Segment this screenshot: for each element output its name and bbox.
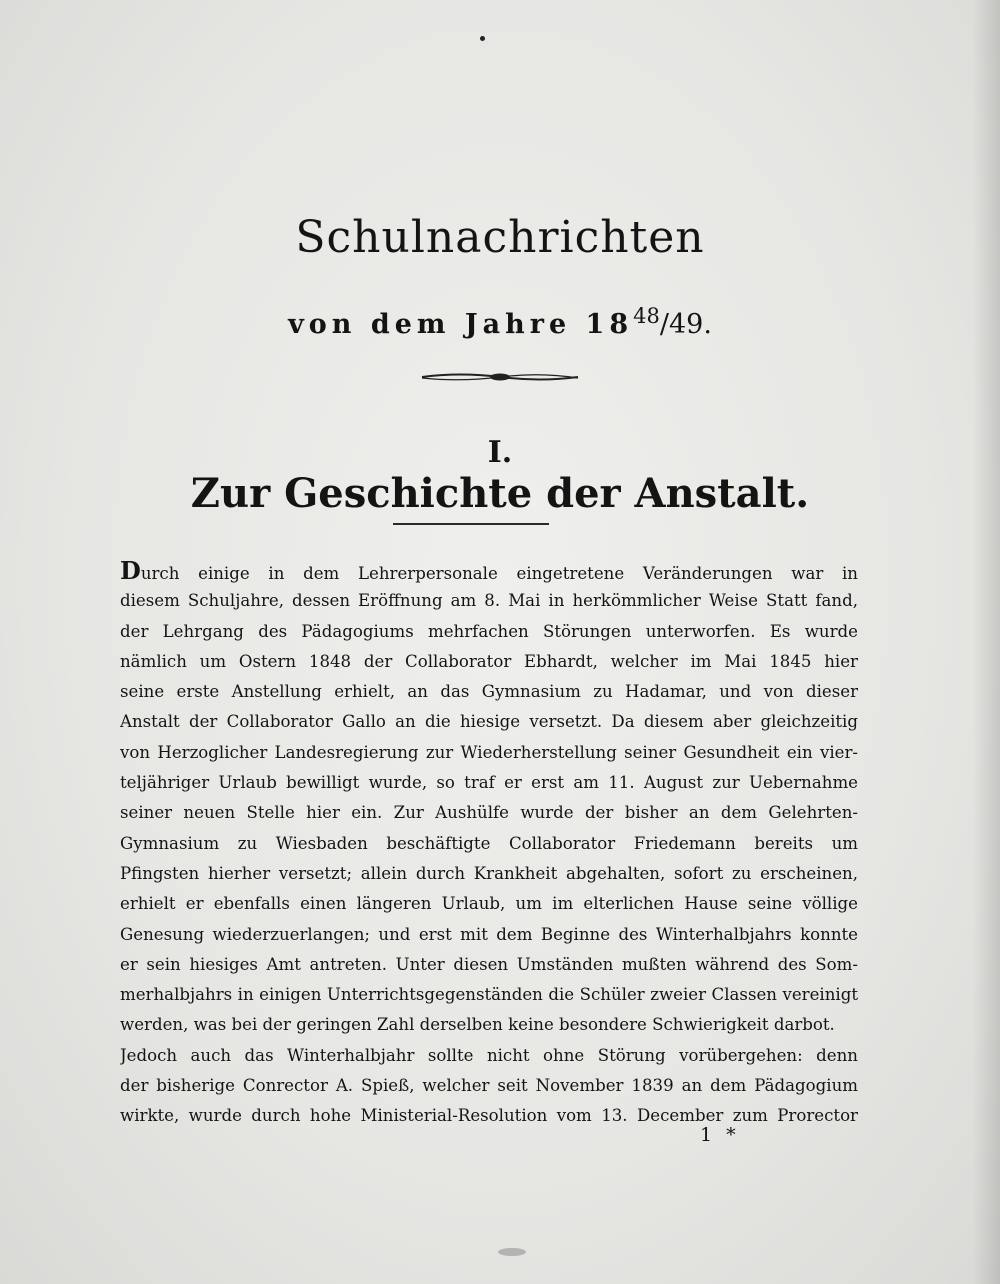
text-line: Genesung wiederzuerlangen; und erst mit dem Beginne des Winterhalbjahrs konnte bbox=[120, 924, 858, 944]
text-line: Anstalt der Collaborator Gallo an die hiesige versetzt. Da diesem aber gleichzeitig bbox=[120, 712, 858, 732]
text-line: der Lehrgang des Pädagogiums mehrfachen Störungen unterworfen. Es wurde bbox=[120, 621, 858, 641]
section-rule bbox=[393, 523, 549, 525]
text-line: Jedoch auch das Winterhalbjahr sollte nicht ohne Störung vorübergehen: denn bbox=[120, 1045, 858, 1065]
subtitle-superscript: 48 bbox=[633, 304, 660, 328]
body-paragraph bbox=[120, 556, 858, 1132]
text-line: nämlich um Ostern 1848 der Collaborator Ebhardt, welcher im Mai 1845 hier bbox=[120, 651, 858, 671]
text-line: der bisherige Conrector A. Spieß, welcher seit November 1839 an dem Pädagogium bbox=[120, 1076, 858, 1096]
page-signature: 1 * bbox=[700, 1124, 740, 1146]
section-title: Zur Geschichte der Anstalt. bbox=[190, 470, 810, 517]
dropcap: D bbox=[120, 556, 141, 585]
section-number: I. bbox=[487, 435, 513, 470]
text-line: er sein hiesiges Amt antreten. Unter diesen Umständen mußten während des Som- bbox=[120, 954, 858, 974]
text-line: Pfingsten hierher versetzt; allein durch Krankheit abgehalten, sofort zu erscheinen, bbox=[120, 863, 858, 883]
text-line: seine erste Anstellung erhielt, an das Gymnasium zu Hadamar, und von dieser bbox=[120, 682, 858, 702]
ornament-divider bbox=[420, 370, 580, 384]
text-line: teljähriger Urlaub bewilligt wurde, so traf er erst am 11. August zur Uebernahme bbox=[120, 773, 858, 793]
text-line: von Herzoglicher Landesregierung zur Wiederherstellung seiner Gesundheit ein vier- bbox=[120, 742, 858, 762]
text-line bbox=[120, 556, 858, 586]
ink-dot bbox=[480, 36, 485, 41]
text-line: seiner neuen Stelle hier ein. Zur Aushülfe wurde der bisher an dem Gelehrten- bbox=[120, 803, 858, 823]
text-line-content: urch einige in dem Lehrerpersonale eingetretene Veränderungen war in bbox=[140, 564, 858, 583]
text-line: diesem Schuljahre, dessen Eröffnung am 8. Mai in herkömmlicher Weise Statt fand, bbox=[120, 591, 858, 611]
main-title: Schulnachrichten bbox=[295, 212, 705, 263]
text-line: Gymnasium zu Wiesbaden beschäftigte Collaborator Friedemann bereits um bbox=[120, 833, 858, 853]
text-line: merhalbjahrs in einigen Unterrichtsgegenständen die Schüler zweier Classen vereinigt bbox=[120, 985, 858, 1005]
page-edge-shadow bbox=[972, 0, 1000, 1284]
subtitle-denominator: /49. bbox=[659, 309, 712, 340]
text-line: werden, was bei der geringen Zahl derselben keine besondere Schwierigkeit darbot. bbox=[120, 1015, 835, 1035]
text-line: erhielt er ebenfalls einen längeren Urlaub, um im elterlichen Hause seine völlige bbox=[120, 894, 858, 914]
subtitle bbox=[0, 304, 1000, 340]
subtitle-prefix: von dem Jahre 18 bbox=[288, 309, 634, 340]
ink-smudge bbox=[498, 1248, 526, 1256]
text-line: wirkte, wurde durch hohe Ministerial-Resolution vom 13. December zum Prorector bbox=[120, 1106, 858, 1126]
